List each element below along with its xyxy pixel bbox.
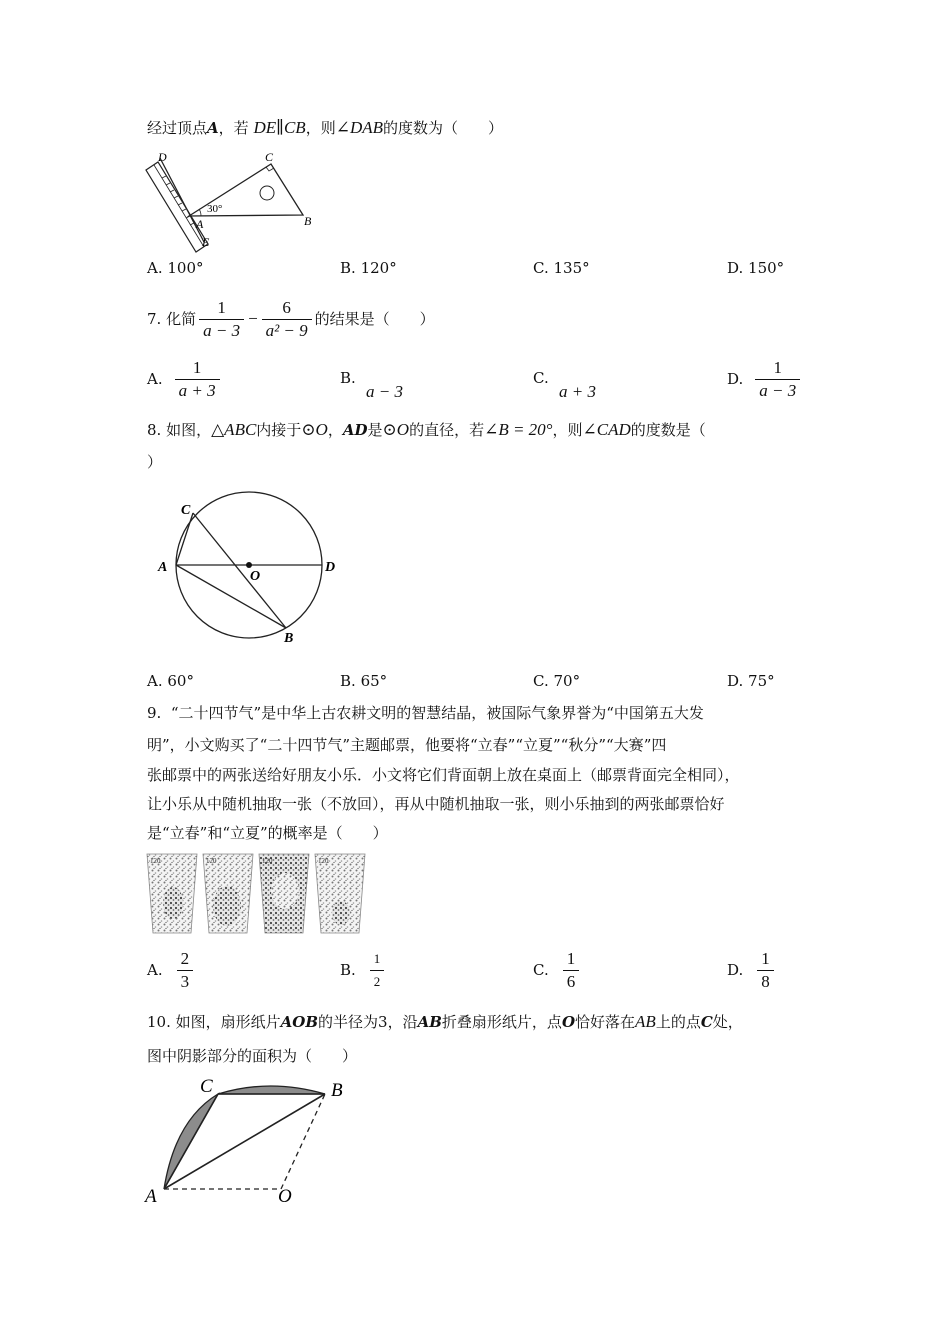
stamp-value: 120 bbox=[318, 857, 329, 865]
q6-stem bbox=[147, 118, 503, 138]
q8-condition: ∠B = 20° bbox=[484, 420, 553, 439]
q9-stamps bbox=[145, 851, 370, 936]
q6-option-c[interactable]: C. 135° bbox=[533, 259, 590, 277]
q9-line-4: 让小乐从中随机抽取一张（不放回），再从中随机抽取一张，则小乐抽到的两张邮票恰好 bbox=[147, 795, 725, 813]
q6-text-d: ，则 bbox=[305, 119, 336, 137]
q8-label-c: C bbox=[181, 503, 191, 518]
q8-option-c[interactable]: C. 70° bbox=[533, 672, 581, 690]
q9-line-3: 张邮票中的两张送给好朋友小乐．小文将它们背面朝上放在桌面上（邮票背面完全相同）， bbox=[147, 766, 740, 784]
q8-label-b: B bbox=[284, 631, 294, 645]
q8-stem-close: ） bbox=[147, 453, 163, 471]
q6-option-d[interactable]: D. 150° bbox=[727, 259, 785, 277]
stamp-dashu-icon bbox=[315, 854, 365, 933]
q7-option-d[interactable]: D. $\frac{1}{a - 3}$ bbox=[727, 356, 803, 402]
q9-line-1: 9. “二十四节气”是中华上古农耕文明的智慧结晶，被国际气象界誉为“中国第五大发 bbox=[147, 704, 704, 722]
q9-option-a[interactable]: A. $\frac{2}{3}$ bbox=[147, 946, 196, 994]
shaded-segment-cb bbox=[218, 1086, 325, 1094]
q8-figure bbox=[150, 485, 350, 645]
q7-option-a[interactable]: A. $\frac{1}{a + 3}$ bbox=[147, 356, 223, 402]
q9-line-2: 明”，小文购买了“二十四节气”主题邮票，他要将“立春”“立夏”“秋分”“大赛”四 bbox=[147, 736, 667, 754]
q6-text-e: 的度数为（ ） bbox=[383, 119, 504, 137]
q10-figure bbox=[140, 1072, 360, 1212]
q8-option-b[interactable]: B. 65° bbox=[340, 672, 388, 690]
q8-label-d: D bbox=[325, 560, 336, 575]
q6-text-a: 经过顶点 bbox=[147, 119, 208, 137]
stamp-lixia-icon bbox=[203, 854, 253, 933]
stamp-value: 120 bbox=[206, 857, 217, 865]
q8-angle: ∠CAD bbox=[582, 420, 631, 439]
q6-point-a: A bbox=[207, 119, 219, 137]
q10-label-c: C bbox=[200, 1076, 213, 1097]
q7-number: 7. bbox=[147, 310, 162, 328]
q8-triangle: △ABC bbox=[211, 420, 257, 439]
stamp-value: 120 bbox=[262, 857, 273, 865]
q7-stem bbox=[147, 296, 435, 342]
q6-text-c: ，若 bbox=[218, 119, 249, 137]
q8-label-a: A bbox=[158, 560, 168, 575]
q9-line-5: 是“立春”和“立夏”的概率是（ ） bbox=[147, 824, 388, 842]
q8-stem: 8. 如图，△ABC内接于⊙O，AD是⊙O的直径，若∠B = 20°，则∠CAD的度数是（ bbox=[147, 420, 706, 439]
q9-option-c[interactable]: C. $\frac{1}{6}$ bbox=[533, 946, 582, 994]
stamp-qiufen-icon bbox=[259, 854, 309, 933]
q7-fraction-2: $\frac{6}{\text{a² − 9}}$ bbox=[262, 298, 312, 341]
q10-label-a: A bbox=[145, 1186, 157, 1207]
q9-option-d[interactable]: D. $\frac{1}{8}$ bbox=[727, 946, 777, 994]
q8-label-o: O bbox=[250, 569, 261, 584]
q8-circle: ⊙O bbox=[301, 420, 328, 439]
q7-text-b: 的结果是（ ） bbox=[314, 310, 435, 328]
q6-option-a[interactable]: A. 100° bbox=[147, 259, 204, 277]
ruler-icon bbox=[146, 162, 208, 252]
q9-option-b[interactable]: B. $\frac{1}{2}$ bbox=[340, 946, 387, 994]
q6-label-b: B bbox=[304, 214, 312, 228]
stamp-value: 120 bbox=[150, 857, 161, 865]
q6-condition: DE∥CB bbox=[253, 118, 306, 137]
q7-text-a: 化简 bbox=[166, 310, 197, 328]
q8-option-a[interactable]: A. 60° bbox=[147, 672, 194, 690]
stamp-lichun-icon bbox=[147, 854, 197, 933]
q6-label-angle: 30° bbox=[207, 203, 223, 215]
q10-line-2: 图中阴影部分的面积为（ ） bbox=[147, 1047, 358, 1065]
q7-minus: − bbox=[247, 309, 259, 328]
q6-label-d: D bbox=[158, 150, 167, 164]
q10-line-1: 10. 如图，扇形纸片AOB的半径为3，沿AB折叠扇形纸片，点O恰好落在AB上的点C处， bbox=[147, 1012, 743, 1031]
q7-fraction-1: $\frac{1}{a - 3}$ bbox=[199, 298, 244, 341]
q10-arc: AB bbox=[635, 1012, 656, 1031]
q6-angle: ∠DAB bbox=[335, 118, 384, 137]
q6-label-a: A bbox=[196, 217, 204, 231]
q10-label-b: B bbox=[331, 1080, 343, 1101]
q8-option-d[interactable]: D. 75° bbox=[727, 672, 775, 690]
q6-label-e: E bbox=[202, 235, 210, 249]
q6-option-b[interactable]: B. 120° bbox=[340, 259, 397, 277]
q6-label-c: C bbox=[265, 150, 274, 164]
q10-label-o: O bbox=[278, 1186, 292, 1207]
q6-figure bbox=[140, 148, 320, 253]
